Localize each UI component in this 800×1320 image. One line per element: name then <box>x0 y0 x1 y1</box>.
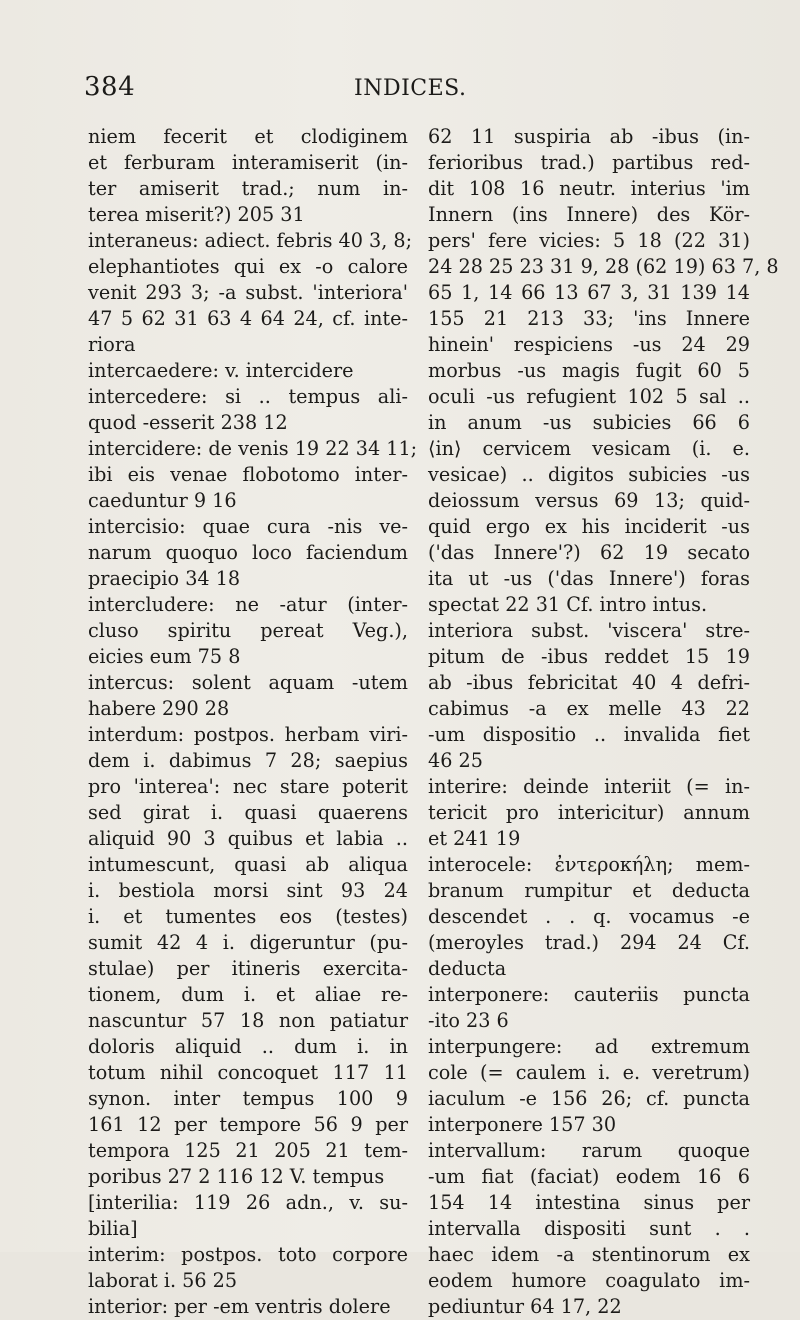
index-line: tionem, dum i. et aliae re- <box>88 983 408 1006</box>
index-line: haec idem -a stentinorum ex <box>428 1243 750 1266</box>
index-line: interiora subst. 'viscera' stre- <box>428 619 750 642</box>
index-line: i. bestiola morsi sint 93 24 <box>88 879 408 902</box>
index-line: interior: per -em ventris dolere <box>88 1295 391 1318</box>
index-line: -um fiat (faciat) eodem 16 6 <box>428 1165 750 1188</box>
index-line: [interilia: 119 26 adn., v. su- <box>88 1191 408 1214</box>
index-line: dem i. dabimus 7 28; saepius <box>88 749 408 772</box>
right-column <box>428 124 779 1318</box>
index-line: aliquid 90 3 quibus et labia .. <box>88 827 408 850</box>
index-line: ibi eis venae flobotomo inter- <box>88 463 408 486</box>
index-line: quod -esserit 238 12 <box>88 411 288 434</box>
index-line: oculi -us refugient 102 5 sal .. <box>428 385 750 408</box>
index-line: habere 290 28 <box>88 697 230 720</box>
index-line: eicies eum 75 8 <box>88 645 241 668</box>
index-line: interire: deinde interiit (= in- <box>428 775 750 798</box>
index-line: ('das Innere'?) 62 19 secato <box>428 541 750 564</box>
index-line: 62 11 suspiria ab -ibus (in- <box>428 125 750 148</box>
index-line: intumescunt, quasi ab aliqua <box>88 853 408 876</box>
index-line: et ferburam interamiserit (in- <box>88 151 408 174</box>
index-line: laborat i. 56 25 <box>88 1269 238 1292</box>
index-line: pro 'interea': nec stare poterit <box>88 775 408 798</box>
index-line: pitum de -ibus reddet 15 19 <box>428 645 750 668</box>
index-line: 154 14 intestina sinus per <box>428 1191 750 1214</box>
index-line: riora <box>88 333 136 356</box>
index-line: cole (= caulem i. e. veretrum) <box>428 1061 750 1084</box>
index-line: interponere 157 30 <box>428 1113 617 1136</box>
index-line: eodem humore coagulato im- <box>428 1269 750 1292</box>
page-number: 384 <box>84 72 136 102</box>
index-line: pers' fere vicies: 5 18 (22 31) <box>428 229 750 252</box>
index-line: caeduntur 9 16 <box>88 489 237 512</box>
index-line: intercludere: ne -atur (inter- <box>88 593 408 616</box>
index-line: -ito 23 6 <box>428 1009 509 1032</box>
index-line: cluso spiritu pereat Veg.), <box>88 619 408 642</box>
index-line: narum quoquo loco faciendum <box>88 541 408 564</box>
index-line: interaneus: adiect. febris 40 3, 8; <box>88 229 413 252</box>
index-line: totum nihil concoquet 117 11 <box>88 1061 408 1084</box>
index-line: 65 1, 14 66 13 67 3, 31 139 14 <box>428 281 750 304</box>
index-line: 46 25 <box>428 749 483 772</box>
index-line: intercidere: de venis 19 22 34 11; <box>88 437 418 460</box>
index-line: doloris aliquid .. dum i. in <box>88 1035 408 1058</box>
index-line: pediuntur 64 17, 22 <box>428 1295 622 1318</box>
index-line: 161 12 per tempore 56 9 per <box>88 1113 408 1136</box>
index-line: nascuntur 57 18 non patiatur <box>88 1009 408 1032</box>
page-header <box>84 72 716 112</box>
index-line: interim: postpos. toto corpore <box>88 1243 408 1266</box>
index-line: i. et tumentes eos (testes) <box>88 905 408 928</box>
index-line: sumit 42 4 i. digeruntur (pu- <box>88 931 408 954</box>
index-line: (meroyles trad.) 294 24 Cf. <box>428 931 750 954</box>
index-line: intervalla dispositi sunt . . <box>428 1217 750 1240</box>
index-line: terea miserit?) 205 31 <box>88 203 305 226</box>
index-line: poribus 27 2 116 12 V. tempus <box>88 1165 385 1188</box>
index-line: stulae) per itineris exercita- <box>88 957 408 980</box>
index-line: interpungere: ad extremum <box>428 1035 750 1058</box>
index-line: spectat 22 31 Cf. intro intus. <box>428 593 708 616</box>
index-line: intercedere: si .. tempus ali- <box>88 385 408 408</box>
index-line: praecipio 34 18 <box>88 567 241 590</box>
index-line: ferioribus trad.) partibus red- <box>428 151 750 174</box>
index-line: tericit pro intericitur) annum <box>428 801 750 824</box>
index-line: tempora 125 21 205 21 tem- <box>88 1139 408 1162</box>
index-line: intercaedere: v. intercidere <box>88 359 354 382</box>
index-line: interdum: postpos. herbam viri- <box>88 723 408 746</box>
index-line: bilia] <box>88 1217 138 1240</box>
index-line: Innern (ins Innere) des Kör- <box>428 203 750 226</box>
index-line: branum rumpitur et deducta <box>428 879 750 902</box>
left-column <box>88 124 418 1318</box>
index-line: vesicae) .. digitos subicies -us <box>428 463 750 486</box>
index-line: interponere: cauteriis puncta <box>428 983 750 1006</box>
index-line: morbus -us magis fugit 60 5 <box>428 359 750 382</box>
index-line: intervallum: rarum quoque <box>428 1139 750 1162</box>
index-line: interocele: ἐντεροκήλη; mem- <box>428 853 750 876</box>
index-line: intercisio: quae cura -nis ve- <box>88 515 408 538</box>
index-line: sed girat i. quasi quaerens <box>88 801 408 824</box>
index-line: 24 28 25 23 31 9, 28 (62 19) 63 7, 8 <box>428 255 779 278</box>
running-title: INDICES. <box>354 76 467 101</box>
index-line: ita ut -us ('das Innere') foras <box>428 567 750 590</box>
index-line: 155 21 213 33; 'ins Innere <box>428 307 750 330</box>
index-line: descendet . . q. vocamus -e <box>428 905 750 928</box>
index-line: intercus: solent aquam -utem <box>88 671 408 694</box>
index-line: dit 108 16 neutr. interius 'im <box>428 177 750 200</box>
index-line: et 241 19 <box>428 827 521 850</box>
index-line: ⟨in⟩ cervicem vesicam (i. e. <box>428 437 750 460</box>
index-line: synon. inter tempus 100 9 <box>88 1087 408 1110</box>
index-line: elephantiotes qui ex -o calore <box>88 255 408 278</box>
index-line: deducta <box>428 957 507 980</box>
index-line: ter amiserit trad.; num in- <box>88 177 408 200</box>
index-line: quid ergo ex his inciderit -us <box>428 515 750 538</box>
index-line: ab -ibus febricitat 40 4 defri- <box>428 671 750 694</box>
index-line: -um dispositio .. invalida fiet <box>428 723 750 746</box>
index-line: venit 293 3; -a subst. 'interiora' <box>88 281 408 304</box>
index-line: in anum -us subicies 66 6 <box>428 411 750 434</box>
index-line: niem fecerit et clodiginem <box>88 125 408 148</box>
index-line: hinein' respiciens -us 24 29 <box>428 333 750 356</box>
index-line: deiossum versus 69 13; quid- <box>428 489 750 512</box>
index-line: cabimus -a ex melle 43 22 <box>428 697 750 720</box>
index-line: iaculum -e 156 26; cf. puncta <box>428 1087 750 1110</box>
index-line: 47 5 62 31 63 4 64 24, cf. inte- <box>88 307 408 330</box>
